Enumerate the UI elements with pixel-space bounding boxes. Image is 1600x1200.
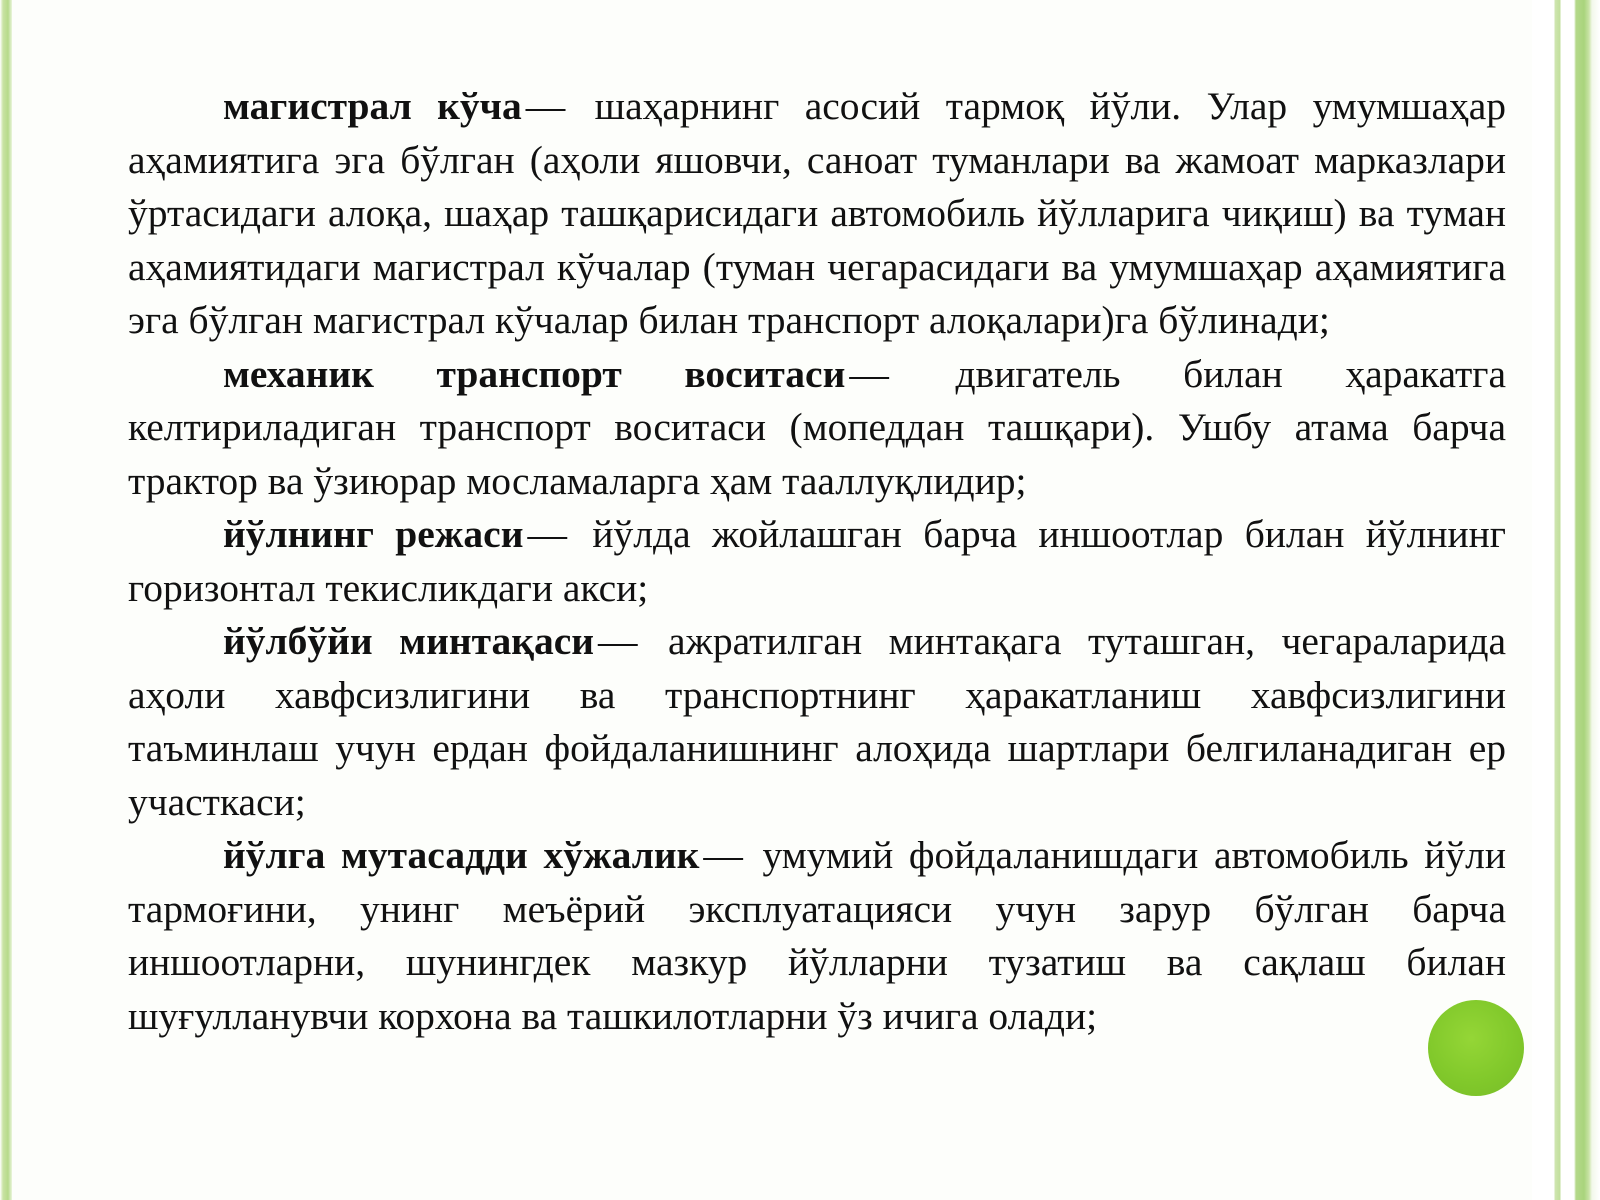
definition: ажратилган минтақага туташган, чегараларида аҳоли хавфсизлигини ва транспортнинг ҳаракатланиш хавфсизлигини таъминлаш учун ердан фойдаланишнинг алоҳида шартлари белгиланадиган ер участкаси; [128, 619, 1506, 824]
definition: йўлда жойлашган барча иншоотлар билан йўлнинг горизонтал текисликдаги акси; [128, 512, 1507, 610]
definition: умумий фойдаланишдаги автомобиль йўли тармоғини, унинг меъёрий эксплуатацияси учун зарур бўлган барча иншоотларни, шунингдек мазкур йўлларни тузатиш ва сақлаш билан шуғулланувчи корхона ва ташкилотларни ўз ичига олади; [128, 833, 1507, 1038]
term: механик транспорт воситаси [223, 351, 846, 396]
dash: — [598, 619, 638, 663]
term: йўлга мутасадди хўжалик [223, 833, 700, 877]
definition-entry [128, 615, 1506, 829]
definition: шаҳарнинг асосий тармоқ йўли. Улар умумшаҳар аҳамиятига эга бўлган (аҳоли яшовчи, саноат туманлари ва жамоат марказлари ўртасидаги алоқа, шаҳар ташқарисидаги автомобиль йўлларига чиқиш) ва туман аҳамиятидаги магистрал кўчалар (туман чегарасидаги ва умумшаҳар аҳамиятига эга бўлган магистрал кўчалар билан транспорт алоқалари)га бўлинади; [128, 84, 1507, 342]
definition-entry [128, 348, 1506, 509]
dash: — [527, 512, 567, 556]
right-border-decoration [1532, 0, 1600, 1200]
term: йўлбўйи минтақаси [223, 619, 595, 663]
definitions-text [128, 80, 1506, 1043]
term: магистрал кўча [223, 84, 522, 128]
definition-entry [128, 508, 1506, 615]
green-circle-decoration [1428, 1000, 1524, 1096]
definition-entry [128, 80, 1506, 348]
definition-entry [128, 829, 1506, 1043]
term: йўлнинг режаси [223, 512, 524, 556]
dash: — [525, 84, 566, 128]
dash: — [849, 351, 889, 396]
definition: двигатель билан ҳаракатга келтириладиган транспорт воситаси (мопеддан ташқари). Ушбу атама барча трактор ва ўзиюрар мосламаларга ҳам тааллуқлидир; [128, 351, 1507, 503]
left-border-decoration [0, 0, 12, 1200]
dash: — [703, 833, 743, 877]
